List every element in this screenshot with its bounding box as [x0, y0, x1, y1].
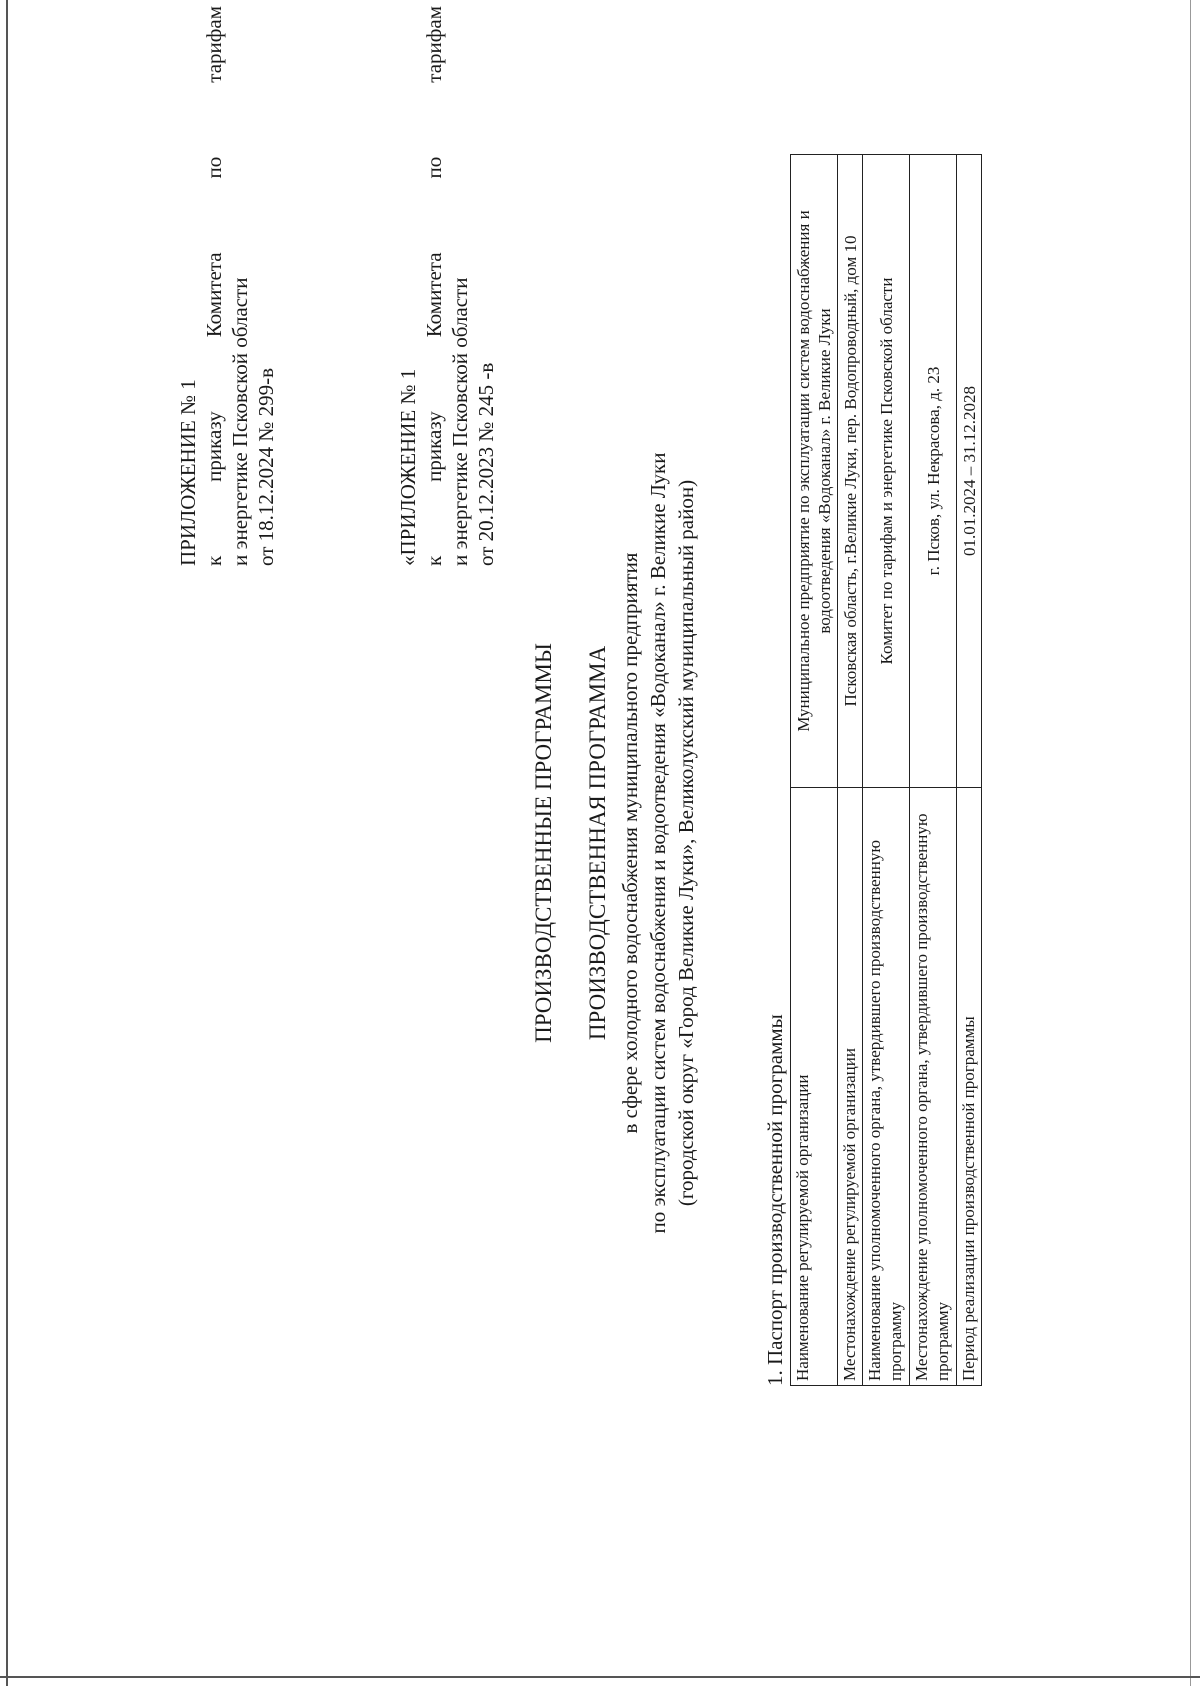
appendix-line-2: и энергетике Псковской области	[228, 277, 252, 566]
row-label: Местонахождение уполномоченного органа, утвердившего производственную программу	[910, 788, 957, 1386]
row-label: Наименование регулируемой организации	[791, 788, 838, 1386]
appendix-title: ПРИЛОЖЕНИЕ № 1	[176, 379, 200, 566]
appendix-line-1	[421, 6, 447, 566]
appendix-word: по	[202, 156, 226, 179]
table-row	[957, 155, 982, 1386]
subtitle-line-2: по эксплуатации систем водоснабжения и водоотведения «Водоканал» г. Великие Луки	[646, 452, 670, 1234]
appendix-word: тарифам	[422, 6, 446, 83]
row-label: Период реализации производственной программы	[957, 788, 982, 1386]
row-value: 01.01.2024 – 31.12.2028	[957, 155, 982, 788]
appendix-word: к	[202, 555, 226, 566]
appendix-word: по	[422, 156, 446, 179]
row-label: Местонахождение регулируемой организации	[838, 788, 863, 1386]
appendix-word: Комитета	[202, 252, 226, 338]
appendix-line-3: от 20.12.2023 № 245 -в	[474, 362, 498, 566]
appendix-current	[175, 6, 279, 566]
appendix-title: «ПРИЛОЖЕНИЕ № 1	[396, 368, 420, 566]
subtitle-line-1: в сфере холодного водоснабжения муниципального предприятия	[618, 552, 642, 1134]
table-row	[791, 155, 838, 1386]
row-label: Наименование уполномоченного органа, утвердившего производственную программу	[863, 788, 910, 1386]
row-value: Псковская область, г.Великие Луки, пер. Водопроводный, дом 10	[838, 155, 863, 788]
appendix-line-2: и энергетике Псковской области	[448, 277, 472, 566]
appendix-word: к	[422, 555, 446, 566]
table-row	[863, 155, 910, 1386]
table-row	[838, 155, 863, 1386]
program-subtitle	[616, 0, 700, 1686]
appendix-word: Комитета	[422, 252, 446, 338]
section-title: 1. Паспорт производственной программы	[763, 1014, 787, 1386]
appendix-word: приказу	[422, 411, 446, 482]
row-value: Комитет по тарифам и энергетике Псковской области	[863, 155, 910, 788]
program-title: ПРОИЗВОДСТВЕННАЯ ПРОГРАММА	[585, 645, 610, 1041]
page-title: ПРОИЗВОДСТВЕННЫЕ ПРОГРАММЫ	[531, 643, 556, 1043]
subtitle-line-3: (городской округ «Город Великие Луки», Великолукский муниципальный район)	[674, 479, 698, 1207]
appendix-line-3: от 18.12.2024 № 299-в	[254, 367, 278, 566]
row-value: г. Псков, ул. Некрасова, д. 23	[910, 155, 957, 788]
row-value: Муниципальное предприятие по эксплуатации систем водоснабжения и водоотведения «Водоканал» г. Великие Луки	[791, 155, 838, 788]
table-row	[910, 155, 957, 1386]
appendix-line-1	[201, 6, 227, 566]
appendix-word: тарифам	[202, 6, 226, 83]
appendix-word: приказу	[202, 411, 226, 482]
passport-table	[790, 154, 982, 1386]
appendix-previous	[395, 6, 499, 566]
